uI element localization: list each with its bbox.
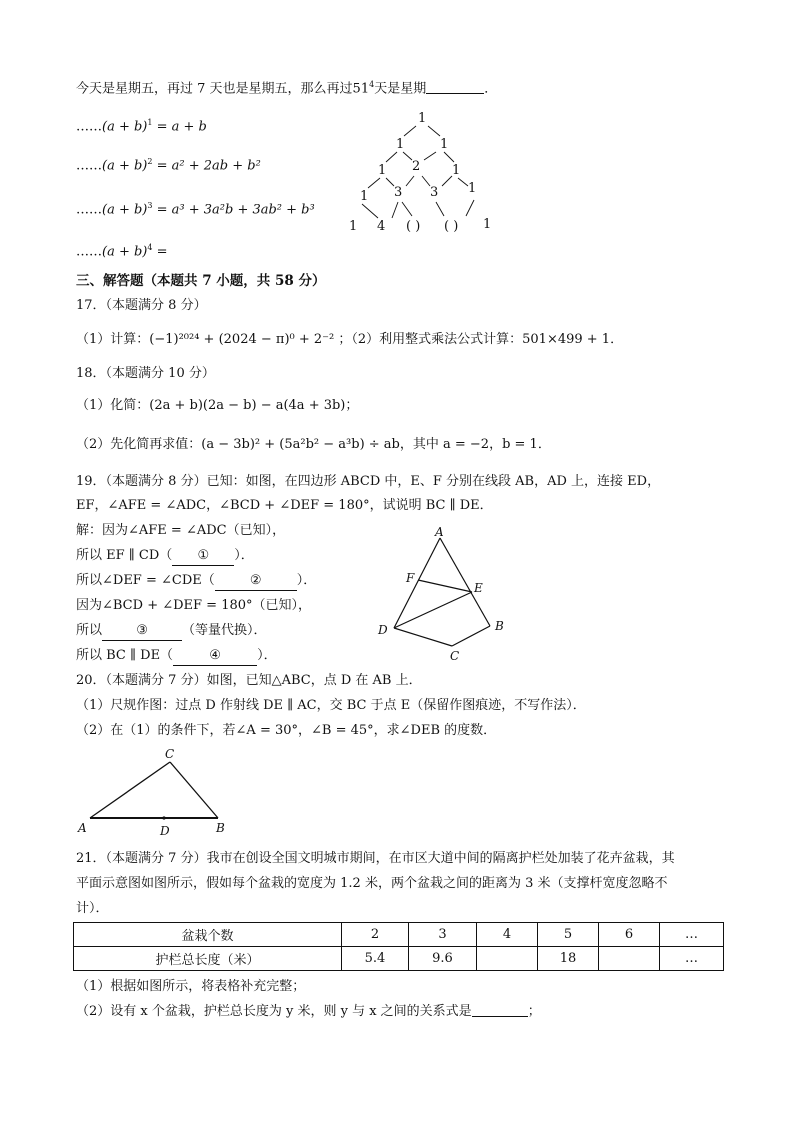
- q21-line2: 平面示意图如图所示，假如每个盆栽的宽度为 1.2 米，两个盆栽之间的距离为 3 米（支撑杆宽度忽略不: [76, 876, 668, 891]
- table-cell: …: [660, 947, 724, 971]
- q18-part2: （2）先化简再求值：(a − 3b)² + (5a²b² − a³b) ÷ ab，其中 a = −2，b = 1．: [76, 437, 551, 452]
- q19-step6-post: ）．: [257, 648, 277, 663]
- tri-r2-1: 2: [412, 159, 421, 174]
- weekday-exponent: 4: [369, 80, 375, 89]
- q20-line1: 20．（本题满分 7 分）如图，已知△ABC，点 D 在 AB 上．: [76, 673, 422, 688]
- blank-4[interactable]: ④: [173, 647, 257, 666]
- q18-head: 18．（本题满分 10 分）: [76, 366, 215, 381]
- edge-DC: [394, 628, 452, 646]
- lhs: (a + b): [102, 202, 148, 218]
- table-cell-empty[interactable]: [599, 947, 660, 971]
- q19-step3-post: ）．: [296, 573, 317, 588]
- label-B: B: [495, 619, 504, 633]
- rhs: = a + b: [156, 119, 207, 135]
- label-C: C: [450, 649, 460, 663]
- q20-line2: （1）尺规作图：过点 D 作射线 DE ∥ AC，交 BC 于点 E（保留作图痕迹，不写作法）．: [76, 698, 586, 713]
- q19-step5: [76, 622, 267, 641]
- tri-r3-3: 1: [468, 181, 477, 196]
- expansion-line-2: [76, 153, 261, 175]
- q21-part2-pre: （2）设有 x 个盆栽，护栏总长度为 y 米，则 y 与 x 之间的关系式是: [76, 1004, 472, 1019]
- blank-2[interactable]: ②: [215, 572, 297, 591]
- table-row: [74, 923, 724, 947]
- ellipsis: ……: [76, 244, 102, 260]
- q17-body: （1）计算：(−1)²⁰²⁴ + (2024 − π)⁰ + 2⁻² ；（2）利用整式乘法公式计算：501×499 + 1．: [76, 332, 624, 347]
- q19-step1: 解：因为∠AFE = ∠ADC（已知），: [76, 523, 286, 538]
- q19-step3-pre: 所以∠DEF = ∠CDE（: [76, 573, 215, 588]
- weekday-end: ．: [484, 81, 498, 97]
- q18-part1: （1）化简：(2a + b)(2a − b) − a(4a + 3b)；: [76, 398, 359, 413]
- expansion-line-4: [76, 239, 168, 261]
- label-C: C: [165, 747, 175, 761]
- q21-line3: 计）．: [76, 901, 109, 916]
- tri-r2-0: 1: [378, 163, 387, 178]
- q21-part2: [76, 1003, 541, 1021]
- q21-table: [73, 922, 724, 971]
- q19-step6: [76, 647, 277, 666]
- weekday-base: 51: [352, 81, 370, 97]
- table-cell: 4: [477, 923, 538, 947]
- label-A: A: [78, 821, 87, 835]
- ellipsis: ……: [76, 119, 102, 135]
- q19-step5-pre: 所以: [76, 623, 103, 638]
- segment-FE: [418, 580, 472, 592]
- label-D: D: [160, 824, 170, 838]
- ellipsis: ……: [76, 202, 102, 218]
- label-E: E: [474, 581, 483, 595]
- q19-step2: [76, 547, 254, 566]
- q21-line1: 21．（本题满分 7 分）我市在创设全国文明城市期间，在市区大道中间的隔离护栏处加装了花卉盆栽，其: [76, 851, 675, 866]
- q19-step6-pre: 所以 BC ∥ DE（: [76, 648, 174, 663]
- tri-r4-3: ( ): [444, 219, 459, 234]
- q19-step4: 因为∠BCD + ∠DEF = 180°（已知），: [76, 598, 312, 613]
- q20-line3: （2）在（1）的条件下，若∠A = 30°，∠B = 45°，求∠DEB 的度数．: [76, 723, 497, 738]
- edge-CB: [170, 762, 218, 818]
- table-cell: 9.6: [409, 947, 477, 971]
- q19-step2-post: ）．: [234, 548, 254, 563]
- q19-line2: EF，∠AFE = ∠ADC，∠BCD + ∠DEF = 180°，试说明 BC ∥ DE．: [76, 498, 493, 513]
- q17-head: 17．（本题满分 8 分）: [76, 298, 207, 313]
- table-row: [74, 947, 724, 971]
- table-cell: 5: [538, 923, 599, 947]
- expansion-line-1: [76, 114, 207, 136]
- q21-part2-post: ；: [527, 1004, 541, 1019]
- tri-r0-0: 1: [418, 111, 427, 126]
- lhs: (a + b): [102, 119, 148, 135]
- weekday-text-after: 天是星期: [374, 81, 427, 97]
- table-cell: 3: [409, 923, 477, 947]
- label-B: B: [216, 821, 225, 835]
- q21-part1: （1）根据如图所示，将表格补充完整；: [76, 979, 306, 994]
- rhs: = a² + 2ab + b²: [156, 158, 261, 174]
- answer-blank[interactable]: [472, 1003, 528, 1017]
- label-F: F: [406, 571, 415, 585]
- table-cell: 18: [538, 947, 599, 971]
- q19-line1: 19．（本题满分 8 分）已知：如图，在四边形 ABCD 中，E、F 分别在线段 AB，AD 上，连接 ED，: [76, 474, 661, 489]
- tri-r1-1: 1: [440, 137, 449, 152]
- weekday-question: [76, 76, 497, 98]
- tri-r3-0: 1: [360, 189, 369, 204]
- pascal-triangle: [340, 108, 510, 238]
- table-cell: 5.4: [342, 947, 409, 971]
- blank-3[interactable]: ③: [102, 622, 182, 641]
- segment-DE: [394, 592, 472, 628]
- point-D: [162, 816, 165, 819]
- lhs-exp: 2: [147, 157, 153, 166]
- expansion-line-3: [76, 197, 315, 219]
- tri-r3-2: 3: [430, 185, 439, 200]
- lhs: (a + b): [102, 158, 148, 174]
- lhs-exp: 3: [147, 201, 153, 210]
- tri-r1-0: 1: [396, 137, 405, 152]
- q19-step3: [76, 572, 316, 591]
- label-A: A: [435, 525, 444, 539]
- q19-quadrilateral-figure: [372, 524, 512, 664]
- section-3-title: 三、解答题（本题共 7 小题，共 58 分）: [76, 273, 326, 289]
- answer-blank[interactable]: [426, 80, 484, 94]
- ellipsis: ……: [76, 158, 102, 174]
- rhs: = a³ + 3a²b + 3ab² + b³: [156, 202, 315, 218]
- tri-r3-1: 3: [394, 185, 403, 200]
- table-cell: 2: [342, 923, 409, 947]
- table-cell: …: [660, 923, 724, 947]
- q19-step5-post: （等量代换）．: [182, 623, 267, 638]
- tri-r4-2: ( ): [406, 219, 421, 234]
- q19-step2-pre: 所以 EF ∥ CD（: [76, 548, 173, 563]
- label-D: D: [378, 623, 388, 637]
- blank-1[interactable]: ①: [172, 547, 234, 566]
- tri-r2-2: 1: [452, 163, 461, 178]
- edge-CB: [452, 626, 490, 646]
- table-cell: 盆栽个数: [74, 923, 342, 947]
- lhs-exp: 1: [147, 118, 153, 127]
- lhs: (a + b): [102, 244, 148, 260]
- weekday-text-before: 今天是星期五，再过 7 天也是星期五，那么再过: [76, 81, 353, 97]
- tri-r4-0: 1: [349, 219, 358, 234]
- rhs: =: [156, 244, 168, 260]
- table-cell: 6: [599, 923, 660, 947]
- q20-triangle-figure: [74, 744, 234, 840]
- table-cell: 护栏总长度（米）: [74, 947, 342, 971]
- tri-r4-1: 4: [377, 219, 386, 234]
- edge-AC: [90, 762, 170, 818]
- table-cell-empty[interactable]: [477, 947, 538, 971]
- lhs-exp: 4: [147, 243, 153, 252]
- tri-r4-4: 1: [483, 217, 492, 232]
